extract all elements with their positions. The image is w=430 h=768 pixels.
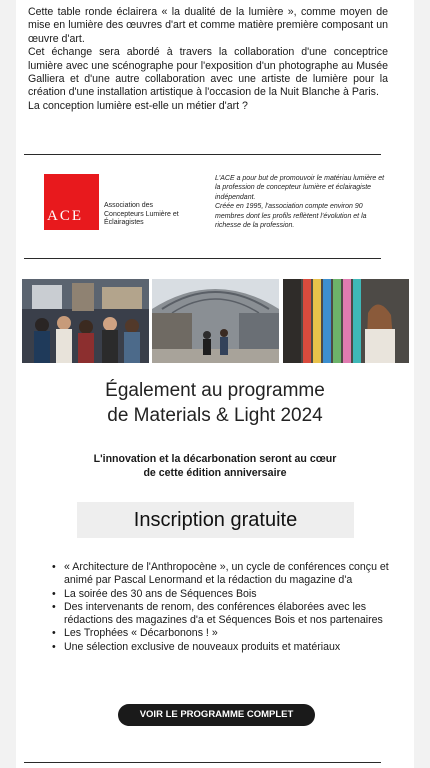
divider-bottom — [24, 762, 381, 763]
divider-top — [24, 154, 381, 155]
intro-paragraph-2: Cet échange sera abordé à travers la collaboration d'une conceptrice lumière avec une scénographe pour l'exposition d'un photographe au Musée Galliera et d'une autre collaboration avec une artiste de lumière pour la création d'une installation artistique à l'occasion de la Nuit Blanche à Paris. — [28, 46, 388, 99]
intro-paragraph-3: La conception lumière est-elle un métier d'art ? — [28, 99, 248, 112]
list-item: • Une sélection exclusive de nouveaux produits et matériaux — [52, 640, 341, 653]
ace-logo — [44, 174, 99, 230]
intro-text — [28, 6, 388, 113]
list-item-text: « Architecture de l'Anthropocène », un cycle de conférences conçu et animé par Pascal Lenormand et la rédaction du magazine d'a — [64, 561, 389, 587]
view-program-button[interactable]: VOIR LE PROGRAMME COMPLET — [118, 704, 315, 726]
list-item-text: La soirée des 30 ans de Séquences Bois — [64, 587, 257, 600]
ace-block — [44, 172, 388, 242]
program-title-line-1: Également au programme — [105, 380, 325, 401]
divider-middle — [24, 258, 381, 259]
list-item: • Les Trophées « Décarbonons ! » — [52, 627, 218, 640]
inscription-button[interactable]: Inscription gratuite — [77, 502, 354, 538]
program-heading — [0, 378, 430, 428]
program-subheading — [0, 452, 430, 480]
ace-description — [215, 174, 391, 230]
event-photo-hall — [152, 279, 279, 363]
program-features-list — [52, 561, 394, 654]
ace-logo-text: ACE — [47, 208, 83, 224]
event-photo-crowd — [22, 279, 149, 363]
intro-paragraph-1: Cette table ronde éclairera « la dualité de la lumière », comme moyen de mise en lumière des œuvres d'art et comme matière première composant un œuvre d'art. — [28, 6, 388, 45]
program-subtitle-line-1: L'innovation et la décarbonation seront au cœur — [93, 453, 337, 465]
event-photo-materials — [283, 279, 409, 363]
list-item-text: Des intervenants de renom, des conférences élaborées avec les rédactions des magazines d'a et Séquences Bois et nos partenaires — [64, 600, 383, 627]
list-item-text: Les Trophées « Décarbonons ! » — [64, 627, 218, 640]
list-item: • « Architecture de l'Anthropocène », un cycle de conférences conçu et animé par Pascal Lenormand et la rédaction du magazine d'a — [52, 561, 389, 587]
program-title-line-2: de Materials & Light 2024 — [107, 405, 323, 426]
program-subtitle-line-2: de cette édition anniversaire — [143, 467, 287, 479]
ace-association-name: Association des Concepteurs Lumière et Éclairagistes — [104, 202, 179, 227]
list-item: • La soirée des 30 ans de Séquences Bois — [52, 587, 257, 600]
photo-strip — [22, 279, 409, 363]
list-item: • Des intervenants de renom, des conférences élaborées avec les rédactions des magazines d'a et Séquences Bois et nos partenaires — [52, 600, 383, 627]
list-item-text: Une sélection exclusive de nouveaux produits et matériaux — [64, 640, 341, 653]
ace-description-1: L'ACE a pour but de promouvoir le matériau lumière et la profession de concepteur lumière et éclairagiste indépendant. — [215, 175, 385, 201]
ace-description-2: Créée en 1995, l'association compte environ 90 membres dont les profils reflètent l'évolution et la richesse de la profession. — [215, 203, 367, 230]
